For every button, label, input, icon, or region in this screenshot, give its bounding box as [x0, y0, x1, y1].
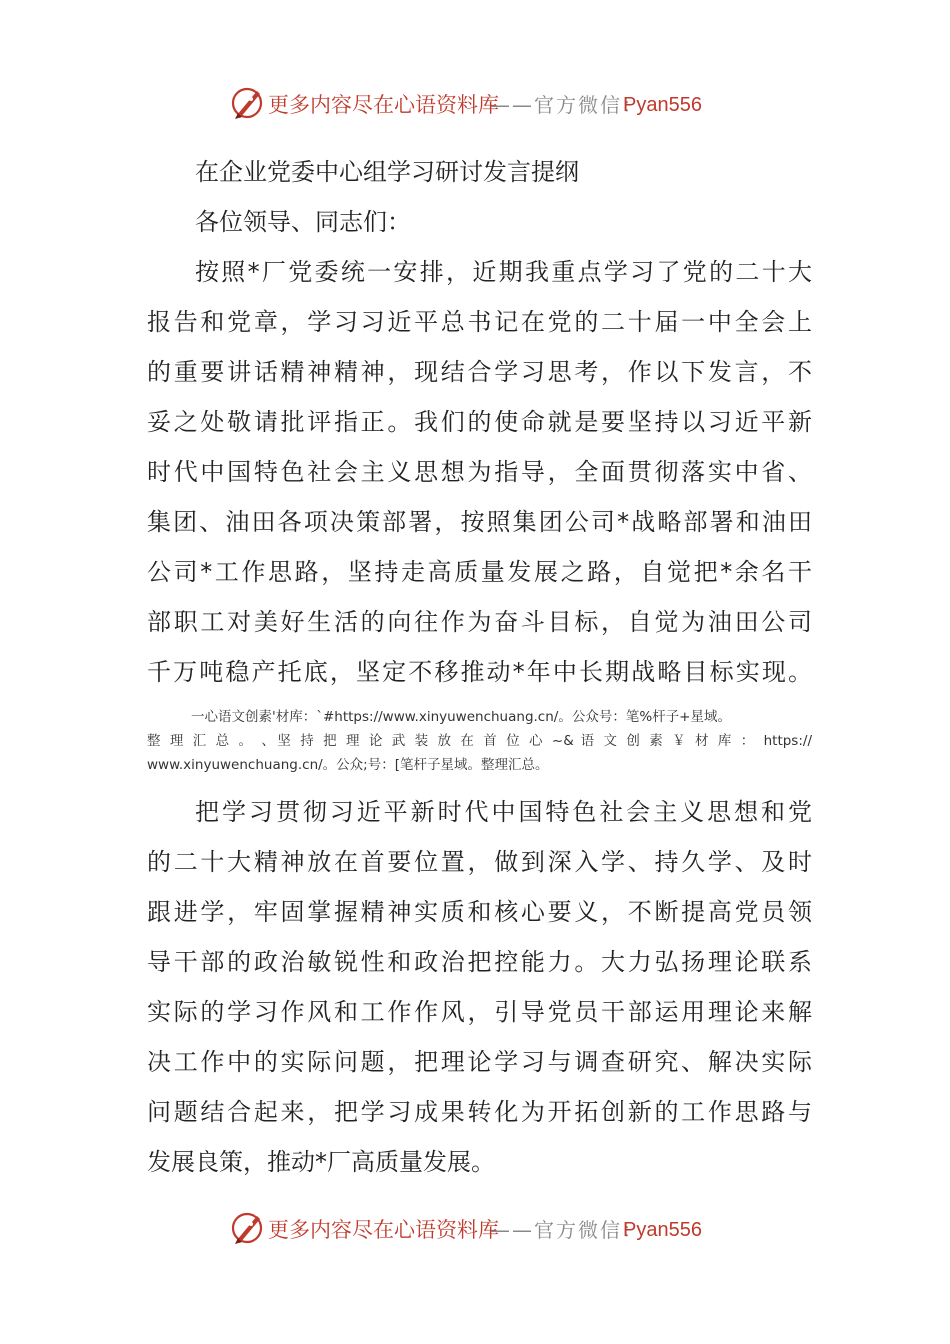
- paragraph-line: 妥之处敬请批评指正。我们的使命就是要坚持以习近平新: [147, 408, 812, 436]
- paragraph-line: 部职工对美好生活的向往作为奋斗目标，自觉为油田公司: [147, 608, 812, 636]
- paragraph-line: 千万吨稳产托底，坚定不移推动*年中长期战略目标实现。: [147, 658, 812, 686]
- paragraph-line: 集团、油田各项决策部署，按照集团公司*战略部署和油田: [147, 508, 812, 536]
- paragraph-line: 时代中国特色社会主义思想为指导，全面贯彻落实中省、: [147, 458, 812, 486]
- footer-banner: [0, 1203, 950, 1253]
- inserted-note: [147, 705, 812, 777]
- paragraph-line: 报告和党章，学习习近平总书记在党的二十届一中全会上: [147, 308, 812, 336]
- banner-account-text: Pyan556: [623, 94, 702, 116]
- paragraph-line: 公司*工作思路，坚持走高质量发展之路，自觉把*余名干: [147, 558, 812, 586]
- paragraph-line: 按照*厂党委统一安排，近期我重点学习了党的二十大: [195, 258, 812, 286]
- paragraph-line: 跟进学，牢固掌握精神实质和核心要义，不断提高党员领: [147, 898, 812, 926]
- note-line: www.xinyuwenchuang.cn/。公众;号：[笔杆子星域。整理汇总。: [147, 757, 549, 773]
- banner-brand-text: 更多内容尽在心语资料库: [268, 1218, 499, 1242]
- paragraph-1: [147, 247, 812, 697]
- banner-brand-text: 更多内容尽在心语资料库: [268, 93, 499, 117]
- banner-separator-text: ——官方微信：: [490, 1218, 644, 1242]
- paragraph-line: 实际的学习作风和工作作风，引导党员干部运用理论来解: [147, 998, 812, 1026]
- paragraph-line: 的重要讲话精神精神，现结合学习思考，作以下发言，不: [147, 358, 812, 386]
- paragraph-line: 发展良策，推动*厂高质量发展。: [147, 1148, 495, 1176]
- header-banner: [0, 78, 950, 128]
- paragraph-line: 决工作中的实际问题，把理论学习与调查研究、解决实际: [147, 1048, 812, 1076]
- paragraph-line: 问题结合起来，把学习成果转化为开拓创新的工作思路与: [147, 1098, 812, 1126]
- paragraph-2: [147, 787, 812, 1187]
- note-line: 整 理 汇 总 。 、坚 持 把 理 论 武 装 放 在 首 位 心 ~& 语 文 创 素 ￥ 材 库 ： https://: [147, 733, 812, 749]
- document-body: [147, 147, 812, 1187]
- paragraph-line: 导干部的政治敏锐性和政治把控能力。大力弘扬理论联系: [147, 948, 812, 976]
- pen-nib-logo-icon: [229, 1209, 265, 1247]
- pen-nib-logo-icon: [229, 84, 265, 122]
- paragraph-line: 把学习贯彻习近平新时代中国特色社会主义思想和党: [195, 798, 812, 826]
- banner-account-text: Pyan556: [623, 1219, 702, 1241]
- document-title: 在企业党委中心组学习研讨发言提纲: [195, 158, 579, 186]
- note-line: 一心语文创素'材库：`#https://www.xinyuwenchuang.cn/。公众号：笔%杆子+星域。: [191, 709, 731, 725]
- banner-separator-text: ——官方微信：: [490, 93, 644, 117]
- paragraph-line: 的二十大精神放在首要位置，做到深入学、持久学、及时: [147, 848, 812, 876]
- salutation: 各位领导、同志们：: [195, 208, 411, 236]
